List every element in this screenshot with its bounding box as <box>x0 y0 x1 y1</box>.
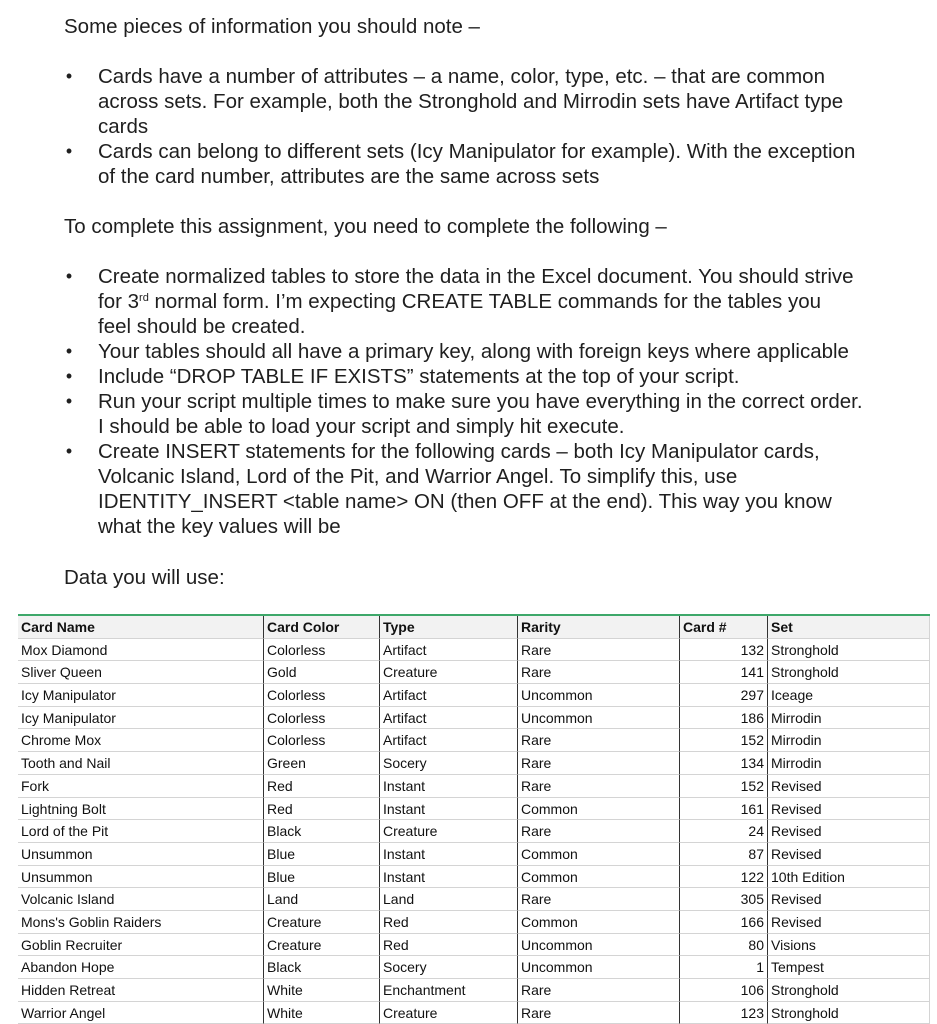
cell-set: Mirrodin <box>767 729 930 752</box>
cell-card-number: 152 <box>679 775 767 798</box>
table-header-row <box>18 614 930 639</box>
cell-card-number: 132 <box>679 639 767 662</box>
list-item: • Your tables should all have a primary key, along with foreign keys where applicable <box>65 340 849 363</box>
cell-card-number: 106 <box>679 979 767 1002</box>
cell-card-number: 123 <box>679 1002 767 1024</box>
cell-card-color: Red <box>263 775 379 798</box>
list-item: • Create normalized tables to store the data in the Excel document. You should strive for 3rd normal form. I’m expecting CREATE TABLE commands for the tables you feel should be created. <box>65 265 854 338</box>
cell-card-name: Fork <box>18 775 263 798</box>
cell-rarity: Common <box>517 911 679 934</box>
cell-card-number: 305 <box>679 888 767 911</box>
cell-type: Creature <box>379 661 517 684</box>
cell-card-name: Lord of the Pit <box>18 820 263 843</box>
cell-type: Creature <box>379 1002 517 1024</box>
cell-card-number: 297 <box>679 684 767 707</box>
header-card-number: Card # <box>679 616 767 639</box>
cell-type: Artifact <box>379 707 517 730</box>
tasks-list <box>64 264 924 539</box>
bullet-icon: • <box>65 266 73 286</box>
cell-card-number: 166 <box>679 911 767 934</box>
cell-type: Socery <box>379 752 517 775</box>
cell-card-name: Icy Manipulator <box>18 707 263 730</box>
table-row <box>18 729 930 752</box>
cell-type: Enchantment <box>379 979 517 1002</box>
cell-type: Instant <box>379 866 517 889</box>
cell-set: Stronghold <box>767 979 930 1002</box>
header-set: Set <box>767 616 930 639</box>
cell-set: Mirrodin <box>767 707 930 730</box>
cell-set: Stronghold <box>767 1002 930 1024</box>
cell-card-color: Land <box>263 888 379 911</box>
bullet-icon: • <box>65 366 73 386</box>
cell-card-name: Unsummon <box>18 866 263 889</box>
table-row <box>18 752 930 775</box>
cell-rarity: Common <box>517 843 679 866</box>
notes-heading: Some pieces of information you should note – <box>64 15 480 38</box>
cell-card-color: Red <box>263 798 379 821</box>
cell-set: Iceage <box>767 684 930 707</box>
cell-type: Red <box>379 934 517 957</box>
cell-type: Red <box>379 911 517 934</box>
table-row <box>18 820 930 843</box>
table-row <box>18 798 930 821</box>
cell-card-color: Colorless <box>263 707 379 730</box>
cell-type: Instant <box>379 775 517 798</box>
cell-rarity: Rare <box>517 1002 679 1024</box>
notes-list <box>64 64 924 189</box>
cell-card-number: 87 <box>679 843 767 866</box>
table-row <box>18 684 930 707</box>
assignment-heading: To complete this assignment, you need to complete the following – <box>64 215 667 238</box>
cell-type: Instant <box>379 798 517 821</box>
cell-card-color: Colorless <box>263 684 379 707</box>
cell-set: Stronghold <box>767 661 930 684</box>
cell-rarity: Common <box>517 798 679 821</box>
cell-card-number: 80 <box>679 934 767 957</box>
cell-card-color: White <box>263 979 379 1002</box>
list-item: • Cards can belong to different sets (Icy Manipulator for example). With the exception of the card number, attributes are the same across sets <box>65 140 856 188</box>
cell-set: Revised <box>767 775 930 798</box>
cell-card-name: Sliver Queen <box>18 661 263 684</box>
cell-type: Artifact <box>379 639 517 662</box>
cell-rarity: Rare <box>517 729 679 752</box>
cell-card-number: 186 <box>679 707 767 730</box>
table-row <box>18 639 930 662</box>
cell-rarity: Uncommon <box>517 934 679 957</box>
cell-rarity: Rare <box>517 888 679 911</box>
header-card-color: Card Color <box>263 616 379 639</box>
table-row <box>18 911 930 934</box>
table-row <box>18 979 930 1002</box>
cell-set: Revised <box>767 911 930 934</box>
header-type: Type <box>379 616 517 639</box>
cell-card-color: Green <box>263 752 379 775</box>
cell-card-number: 122 <box>679 866 767 889</box>
cell-card-color: Gold <box>263 661 379 684</box>
cell-card-color: White <box>263 1002 379 1024</box>
table-row <box>18 775 930 798</box>
cell-set: Visions <box>767 934 930 957</box>
list-item: • Run your script multiple times to make sure you have everything in the correct order. I should be able to load your script and simply hit execute. <box>65 390 863 438</box>
cell-rarity: Uncommon <box>517 956 679 979</box>
cell-card-color: Black <box>263 956 379 979</box>
cell-type: Socery <box>379 956 517 979</box>
table-row <box>18 934 930 957</box>
cell-rarity: Common <box>517 866 679 889</box>
cell-set: Mirrodin <box>767 752 930 775</box>
cell-card-number: 134 <box>679 752 767 775</box>
cell-card-number: 1 <box>679 956 767 979</box>
table-row <box>18 843 930 866</box>
cell-card-color: Blue <box>263 866 379 889</box>
table-row <box>18 707 930 730</box>
cell-card-color: Colorless <box>263 639 379 662</box>
cell-card-name: Goblin Recruiter <box>18 934 263 957</box>
cell-set: Revised <box>767 888 930 911</box>
bullet-icon: • <box>65 391 73 411</box>
cell-card-name: Chrome Mox <box>18 729 263 752</box>
cell-card-name: Hidden Retreat <box>18 979 263 1002</box>
bullet-icon: • <box>65 141 73 161</box>
table-row <box>18 1002 930 1024</box>
cell-set: 10th Edition <box>767 866 930 889</box>
cell-rarity: Uncommon <box>517 707 679 730</box>
cell-set: Revised <box>767 843 930 866</box>
cell-card-name: Mox Diamond <box>18 639 263 662</box>
cell-card-name: Tooth and Nail <box>18 752 263 775</box>
cell-card-number: 141 <box>679 661 767 684</box>
list-item: • Include “DROP TABLE IF EXISTS” statements at the top of your script. <box>65 365 740 388</box>
cell-rarity: Rare <box>517 979 679 1002</box>
cell-card-number: 24 <box>679 820 767 843</box>
cell-type: Artifact <box>379 684 517 707</box>
cell-card-color: Creature <box>263 911 379 934</box>
cell-set: Stronghold <box>767 639 930 662</box>
cell-rarity: Rare <box>517 775 679 798</box>
cell-card-name: Unsummon <box>18 843 263 866</box>
cell-card-color: Colorless <box>263 729 379 752</box>
cell-card-name: Volcanic Island <box>18 888 263 911</box>
table-row <box>18 866 930 889</box>
cell-card-color: Creature <box>263 934 379 957</box>
cards-table <box>18 614 930 1024</box>
table-row <box>18 956 930 979</box>
cell-rarity: Uncommon <box>517 684 679 707</box>
cell-set: Tempest <box>767 956 930 979</box>
cell-rarity: Rare <box>517 752 679 775</box>
table-body <box>18 639 930 1024</box>
bullet-icon: • <box>65 66 73 86</box>
header-rarity: Rarity <box>517 616 679 639</box>
bullet-icon: • <box>65 341 73 361</box>
data-heading: Data you will use: <box>64 566 225 589</box>
cell-type: Creature <box>379 820 517 843</box>
cell-set: Revised <box>767 798 930 821</box>
cell-card-color: Blue <box>263 843 379 866</box>
cell-card-color: Black <box>263 820 379 843</box>
cell-rarity: Rare <box>517 820 679 843</box>
header-card-name: Card Name <box>18 616 263 639</box>
cell-card-name: Mons's Goblin Raiders <box>18 911 263 934</box>
cell-type: Land <box>379 888 517 911</box>
list-item: • Cards have a number of attributes – a name, color, type, etc. – that are common across sets. For example, both the Stronghold and Mirrodin sets have Artifact type cards <box>65 65 844 138</box>
table-row <box>18 661 930 684</box>
list-item: • Create INSERT statements for the following cards – both Icy Manipulator cards, Volcanic Island, Lord of the Pit, and Warrior Angel. To simplify this, use IDENTITY_INSERT <table name> ON (then OFF at the end). This way you know what the key values will be <box>65 440 832 538</box>
cell-card-number: 152 <box>679 729 767 752</box>
cell-rarity: Rare <box>517 661 679 684</box>
cell-card-name: Abandon Hope <box>18 956 263 979</box>
bullet-icon: • <box>65 441 73 461</box>
cell-rarity: Rare <box>517 639 679 662</box>
cell-card-name: Icy Manipulator <box>18 684 263 707</box>
cell-card-number: 161 <box>679 798 767 821</box>
cell-type: Artifact <box>379 729 517 752</box>
cell-card-name: Warrior Angel <box>18 1002 263 1024</box>
cell-set: Revised <box>767 820 930 843</box>
cell-card-name: Lightning Bolt <box>18 798 263 821</box>
cell-type: Instant <box>379 843 517 866</box>
table-row <box>18 888 930 911</box>
